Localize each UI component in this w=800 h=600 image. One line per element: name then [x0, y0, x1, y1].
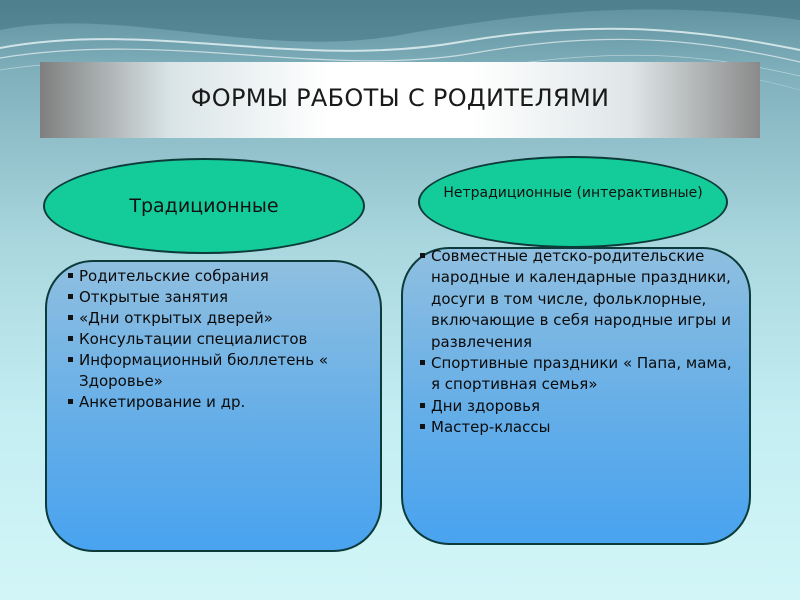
title-bar [40, 62, 760, 138]
nontraditional-heading-oval [418, 156, 728, 248]
nontraditional-heading: Нетрадиционные (интерактивные) [443, 185, 703, 202]
bullet-icon [68, 273, 73, 278]
list-item: Дни здоровья [420, 396, 745, 417]
list-item: Открытые занятия [68, 287, 378, 308]
page-title: ФОРМЫ РАБОТЫ С РОДИТЕЛЯМИ [190, 84, 610, 112]
bullet-icon [420, 360, 425, 365]
bullet-icon [68, 336, 73, 341]
bullet-icon [68, 357, 73, 362]
list-item: Родительские собрания [68, 266, 378, 287]
bullet-icon [420, 403, 425, 408]
list-item: Анкетирование и др. [68, 392, 378, 413]
list-item: Спортивные праздники « Папа, мама, я спортивная семья» [420, 353, 745, 396]
nontraditional-list [420, 246, 745, 439]
bullet-icon [68, 399, 73, 404]
bullet-icon [420, 424, 425, 429]
bullet-icon [68, 294, 73, 299]
list-item: «Дни открытых дверей» [68, 308, 378, 329]
traditional-list [68, 266, 378, 413]
list-item: Совместные детско-родительские народные и календарные праздники, досуги в том числе, фольклорные, включающие в себя народные игры и развлечения [420, 246, 745, 353]
traditional-heading-oval [43, 158, 365, 254]
traditional-heading: Традиционные [129, 195, 279, 217]
list-item: Мастер-классы [420, 417, 745, 438]
list-item: Консультации специалистов [68, 329, 378, 350]
bullet-icon [420, 253, 425, 258]
bullet-icon [68, 315, 73, 320]
list-item: Информационный бюллетень « Здоровье» [68, 350, 378, 392]
